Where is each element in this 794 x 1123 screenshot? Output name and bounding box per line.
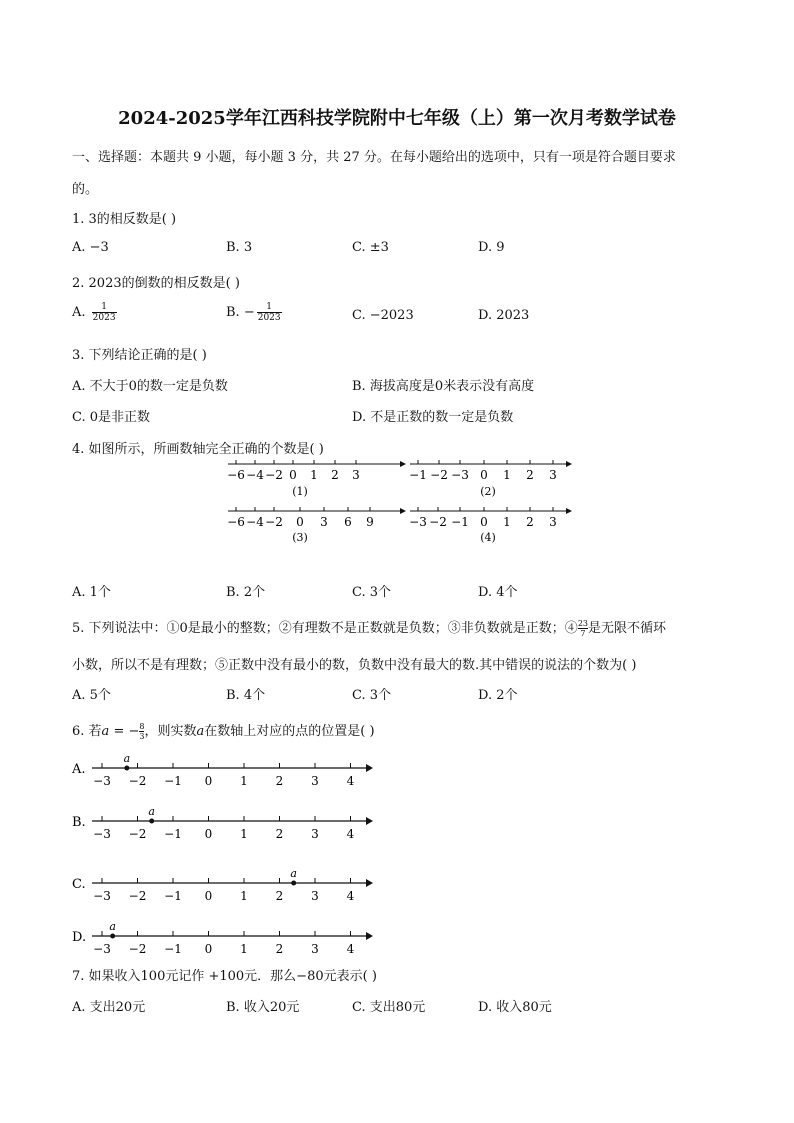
q6-option-b-number-line <box>72 805 373 841</box>
q6-tick-label: −1 <box>164 774 182 788</box>
q4-fig1-tick-label: 2 <box>331 468 339 482</box>
q6-point-label: a <box>123 752 131 765</box>
q7-option-c: C. 支出80元 <box>352 1000 426 1015</box>
q1-stem: 1. 3的相反数是( ) <box>72 212 177 227</box>
q6-tick-label: −1 <box>164 827 182 841</box>
q4-fig3-tick-label: −6 <box>227 515 245 529</box>
q2-b-fraction: $\frac{1}{2023}$ <box>257 302 281 323</box>
q4-fig2-tick-label: −1 <box>409 468 427 482</box>
q6-tick-label: 3 <box>311 942 319 956</box>
q6-tick-label: −1 <box>164 889 182 903</box>
q6-option-a-number-line <box>71 752 373 788</box>
q2-option-d: D. 2023 <box>478 308 530 323</box>
q6-tick-label: 3 <box>311 827 319 841</box>
q6-tick-label: 4 <box>346 942 355 956</box>
q6-point-a <box>149 819 154 824</box>
q4-fig1-label: (1) <box>292 485 308 498</box>
q6-stem: 6. 若a = − $\frac{8}{3}$ ，则实数a在数轴上对应的点的位置是( ) <box>72 722 375 741</box>
q5-option-b: B. 4个 <box>226 688 266 703</box>
q4-fig4-tick-label: 0 <box>480 515 488 529</box>
q4-fig3-tick-label: 9 <box>366 515 374 529</box>
q6-option-label: A. <box>72 762 86 777</box>
q4-fig4 <box>409 507 572 544</box>
q6-tick-label: 0 <box>204 942 213 956</box>
q4-fig4-tick-label: 3 <box>549 515 557 529</box>
q4-fig3-tick-label: −4 <box>246 515 264 529</box>
q4-number-lines-figure <box>210 455 590 555</box>
q4-fig2-tick-label: −2 <box>430 468 448 482</box>
q4-fig1-tick-label: 3 <box>352 468 360 482</box>
q2-a-fraction: $\frac{1}{2023}$ <box>92 302 116 323</box>
q6-tick-label: −2 <box>128 827 147 841</box>
exam-title: 2024-2025学年江西科技学院附中七年级（上）第一次月考数学试卷 <box>118 108 676 129</box>
q5-stem-line1: 5. 下列说法中：①0是最小的整数；②有理数不是正数就是负数；③非负数就是正数；④ $\frac{23}{7}$ 是无限不循环 <box>72 619 667 638</box>
q3-option-c: C. 0是非正数 <box>72 410 151 425</box>
q6-tick-label: 3 <box>311 774 319 788</box>
q6-tick-label: −1 <box>164 942 182 956</box>
q4-stem: 4. 如图所示，所画数轴完全正确的个数是( ) <box>72 442 324 457</box>
q7-option-d: D. 收入80元 <box>478 1000 552 1015</box>
q1-option-c: C. ±3 <box>352 240 389 255</box>
q2-option-c: C. −2023 <box>352 308 414 323</box>
q7-option-a: A. 支出20元 <box>72 1000 146 1015</box>
q6-tick-label: 0 <box>204 774 213 788</box>
q6-tick-label: 2 <box>275 827 284 841</box>
q4-fig3-tick-label: 6 <box>344 515 352 529</box>
q5-option-c: C. 3个 <box>352 688 392 703</box>
q6-point-a <box>124 766 129 771</box>
q6-option-label: C. <box>72 877 86 892</box>
q4-fig4-tick-label: −1 <box>451 515 469 529</box>
q6-tick-label: 1 <box>240 774 248 788</box>
q6-tick-label: −3 <box>93 942 111 956</box>
q4-fig3-tick-label: −2 <box>265 515 283 529</box>
q6-tick-label: 4 <box>346 889 355 903</box>
q6-tick-label: 2 <box>275 889 284 903</box>
q6-point-a <box>110 934 115 939</box>
q7-stem: 7. 如果收入100元记作 +100元．那么−80元表示( ) <box>72 969 377 984</box>
q6-tick-label: −2 <box>128 889 147 903</box>
q4-fig2-tick-label: −3 <box>451 468 469 482</box>
q6-option-label: B. <box>72 815 86 830</box>
q6-point-label: a <box>290 867 297 880</box>
q5-option-d: D. 2个 <box>478 688 518 703</box>
q2-option-b: B. − $\frac{1}{2023}$ <box>226 302 281 323</box>
q6-tick-label: 1 <box>240 889 248 903</box>
section-heading-line1: 一、选择题：本题共 9 小题，每小题 3 分，共 27 分。在每小题给出的选项中，只有一项是符合题目要求 <box>72 150 676 165</box>
q2-option-a: A. $\frac{1}{2023}$ <box>72 302 116 323</box>
section-heading-line2: 的。 <box>72 182 99 197</box>
q4-fig3-tick-label: 0 <box>296 515 304 529</box>
q6-axis-arrow <box>366 817 373 825</box>
q4-fig3-label: (3) <box>292 531 308 544</box>
q6-tick-label: 3 <box>311 889 319 903</box>
q4-fig4-label: (4) <box>480 531 496 544</box>
q4-fig4-tick-label: 1 <box>503 515 511 529</box>
q4-fig3-tick-label: 3 <box>320 515 328 529</box>
q4-fig3 <box>227 507 406 544</box>
q6-tick-label: 2 <box>275 942 284 956</box>
q6-tick-label: 1 <box>240 942 248 956</box>
q6-option-d-number-line <box>72 920 373 956</box>
q4-option-b: B. 2个 <box>226 585 266 600</box>
q6-option-c-number-line <box>72 867 373 903</box>
q7-option-b: B. 收入20元 <box>226 1000 300 1015</box>
q5-fraction: $\frac{23}{7}$ <box>577 619 588 638</box>
q4-option-d: D. 4个 <box>478 585 518 600</box>
q3-stem: 3. 下列结论正确的是( ) <box>72 348 207 363</box>
q1-option-a: A. −3 <box>72 240 109 255</box>
q4-fig1 <box>227 460 406 498</box>
q4-option-a: A. 1个 <box>72 585 111 600</box>
q6-point-label: a <box>109 920 116 933</box>
q4-fig2 <box>409 460 572 498</box>
q6-tick-label: 1 <box>240 827 248 841</box>
q4-fig1-tick-label: −2 <box>265 468 283 482</box>
q6-option-figures <box>60 748 400 963</box>
q6-axis-arrow <box>366 879 373 887</box>
q6-point-label: a <box>148 805 155 818</box>
q4-fig4-tick-label: −2 <box>429 515 447 529</box>
q5-option-a: A. 5个 <box>72 688 111 703</box>
q6-tick-label: −3 <box>93 827 111 841</box>
q1-option-b: B. 3 <box>226 240 253 255</box>
q6-tick-label: 0 <box>204 889 213 903</box>
q4-fig1-tick-label: 1 <box>310 468 318 482</box>
q2-stem: 2. 2023的倒数的相反数是( ) <box>72 276 240 291</box>
q4-fig4-tick-label: −3 <box>409 515 427 529</box>
q6-tick-label: 0 <box>204 827 213 841</box>
q3-option-d: D. 不是正数的数一定是负数 <box>352 410 514 425</box>
q6-tick-label: −2 <box>128 774 147 788</box>
q4-fig1-tick-label: −4 <box>246 468 264 482</box>
q6-tick-label: 4 <box>346 827 355 841</box>
q6-tick-label: −3 <box>93 774 111 788</box>
q4-fig2-tick-label: 3 <box>549 468 557 482</box>
q4-fig1-tick-label: 0 <box>289 468 297 482</box>
q4-fig1-tick-label: −6 <box>227 468 245 482</box>
q6-tick-label: 4 <box>346 774 355 788</box>
q6-axis-arrow <box>366 764 373 772</box>
q6-point-a <box>291 881 296 886</box>
q4-fig4-tick-label: 2 <box>526 515 534 529</box>
q6-tick-label: −2 <box>128 942 147 956</box>
q4-fig2-tick-label: 2 <box>526 468 534 482</box>
q6-tick-label: −3 <box>93 889 111 903</box>
q6-fraction: $\frac{8}{3}$ <box>139 722 145 741</box>
q5-stem-line2: 小数，所以不是有理数；⑤正数中没有最小的数，负数中没有最大的数.其中错误的说法的个数为( ) <box>72 658 637 673</box>
q3-option-b: B. 海拔高度是0米表示没有高度 <box>352 379 535 394</box>
q6-axis-arrow <box>366 932 373 940</box>
q3-option-a: A. 不大于0的数一定是负数 <box>72 379 228 394</box>
q4-fig2-label: (2) <box>480 485 496 498</box>
q6-tick-label: 2 <box>275 774 284 788</box>
q1-option-d: D. 9 <box>478 240 505 255</box>
q4-fig2-tick-label: 0 <box>480 468 488 482</box>
q4-option-c: C. 3个 <box>352 585 392 600</box>
q6-option-label: D. <box>72 930 87 945</box>
q4-fig2-tick-label: 1 <box>503 468 511 482</box>
